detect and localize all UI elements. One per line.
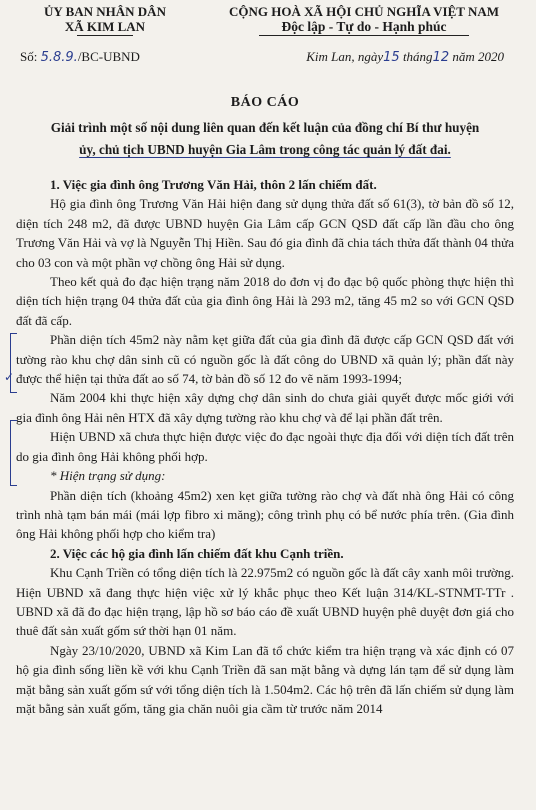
- document-number: [16, 49, 140, 65]
- section-heading: 2. Việc các hộ gia đình lấn chiếm đất khu Cạnh triền.: [50, 545, 344, 561]
- body-paragraph: Khu Cạnh Triền có tổng diện tích là 22.975m2 có nguồn gốc là đất cây xanh môi trường. Hiện UBND xã đang thực hiện việc xử lý khắc phục theo Kết luận 314/KL-STNMT-TTr . UBND xã đã đo đạc hiện trạng, lập hồ sơ báo cáo đề xuất UBND huyện phê duyệt đơn giá cho thuê đất sản xuất gốm sứ thời hạn 01 năm.: [16, 565, 514, 639]
- body-paragraph: Hộ gia đình ông Trương Văn Hải hiện đang sử dụng thửa đất số 61(3), tờ bản đồ số 12, diện tích 248 m2, đã được UBND huyện Gia Lâm cấp GCN QSD đất cấp lần đầu cho ông Trương Văn Hải và vợ là Nguyễn Thị Hiền. Sau đó gia đình đã chia tách thửa đất thành 04 thửa cho 03 con và một phần vợ chồng ông Hải sử dụng.: [16, 196, 514, 270]
- margin-bracket-mark: [10, 333, 17, 393]
- document-subtitle: [16, 117, 514, 161]
- month-label: tháng: [402, 49, 433, 64]
- body-paragraph: Hiện UBND xã chưa thực hiện được việc đo đạc ngoài thực địa đối với diện tích đất trên do gia đình ông Hải không phối hợp.: [16, 429, 514, 464]
- document-header: [16, 0, 514, 36]
- body-paragraph: Phần diện tích (khoảng 45m2) xen kẹt giữa tường rào chợ và đất nhà ông Hải có công trình nhà tạm bán mái (mái lợp fibro xi măng); công trình phụ có bể nước phía trên. (Gia đình ông Hải không phối hợp cho kiểm tra): [16, 487, 514, 542]
- national-motto: Độc lập - Tự do - Hạnh phúc: [281, 19, 447, 34]
- year-label: năm 2020: [452, 49, 504, 64]
- handwritten-number: 5.8.9.: [40, 50, 78, 65]
- body-paragraph: Theo kết quả đo đạc hiện trạng năm 2018 do đơn vị đo đạc bộ quốc phòng thực hiện thì diện tích hiện trạng 04 thửa đất của gia đình ông Hải là 293 m2, tăng 45 m2 so với GCN QSD đất đã cấp.: [16, 274, 514, 328]
- reference-row: [16, 49, 514, 65]
- document-body: [16, 175, 514, 718]
- date-place: Kim Lan, ngày: [306, 49, 384, 64]
- subtitle-line-2: ủy, chủ tịch UBND huyện Gia Lâm trong công tác quản lý đất đai.: [79, 142, 451, 157]
- authority-underline: [77, 35, 133, 36]
- number-prefix: Số:: [20, 49, 38, 64]
- section-heading: 1. Việc gia đình ông Trương Văn Hải, thôn 2 lấn chiếm đất.: [50, 177, 377, 192]
- body-paragraph: Ngày 23/10/2020, UBND xã Kim Lan đã tổ chức kiểm tra hiện trạng và xác định có 07 hộ gia đình sống liền kề với khu Cạnh Triền đã san mặt bằng và dựng lán tạm để sử dụng làm mặt bằng sản xuất gốm sứ với tổng diện tích là 1.504m2. Các hộ trên đã lấn chiếm sử dụng làm mặt bằng sản xuất gốm, tăng gia chăn nuôi gia cầm từ trước năm 2014: [16, 642, 514, 716]
- subsection-label: * Hiện trạng sử dụng:: [50, 468, 166, 484]
- national-heading: [214, 4, 514, 36]
- handwritten-month: 12: [432, 50, 450, 65]
- motto-underline: [259, 35, 469, 36]
- document-title: BÁO CÁO: [230, 95, 300, 110]
- nation-name: CỘNG HOÀ XÃ HỘI CHỦ NGHĨA VIỆT NAM: [228, 4, 500, 19]
- issuing-authority: [16, 4, 190, 36]
- subtitle-line-1: Giải trình một số nội dung liên quan đến kết luận của đồng chí Bí thư huyện: [50, 120, 480, 135]
- document-date: [306, 49, 514, 65]
- body-paragraph: Phần diện tích 45m2 này nằm kẹt giữa đất của gia đình đã được cấp GCN QSD đất với tường rào khu chợ dân sinh cũ có nguồn gốc là đất công do UBND xã quản lý; phần đất này được thể hiện tại thửa đất ao số 74, tờ bản đồ số 12 đo vẽ năm 1993-1994;: [16, 332, 514, 387]
- body-paragraph: Năm 2004 khi thực hiện xây dựng chợ dân sinh do chưa giải quyết được mốc giới với gia đình ông Hải nên HTX đã xây dựng tường rào khu chợ và để lại phần đất trên.: [16, 390, 514, 425]
- margin-bracket-mark: [10, 420, 17, 486]
- handwritten-day: 15: [383, 50, 400, 65]
- authority-line-1: ỦY BAN NHÂN DÂN: [44, 4, 166, 19]
- authority-line-2: XÃ KIM LAN: [64, 19, 146, 34]
- margin-tick-mark: ✓: [4, 370, 15, 384]
- number-suffix: /BC-UBND: [77, 49, 140, 64]
